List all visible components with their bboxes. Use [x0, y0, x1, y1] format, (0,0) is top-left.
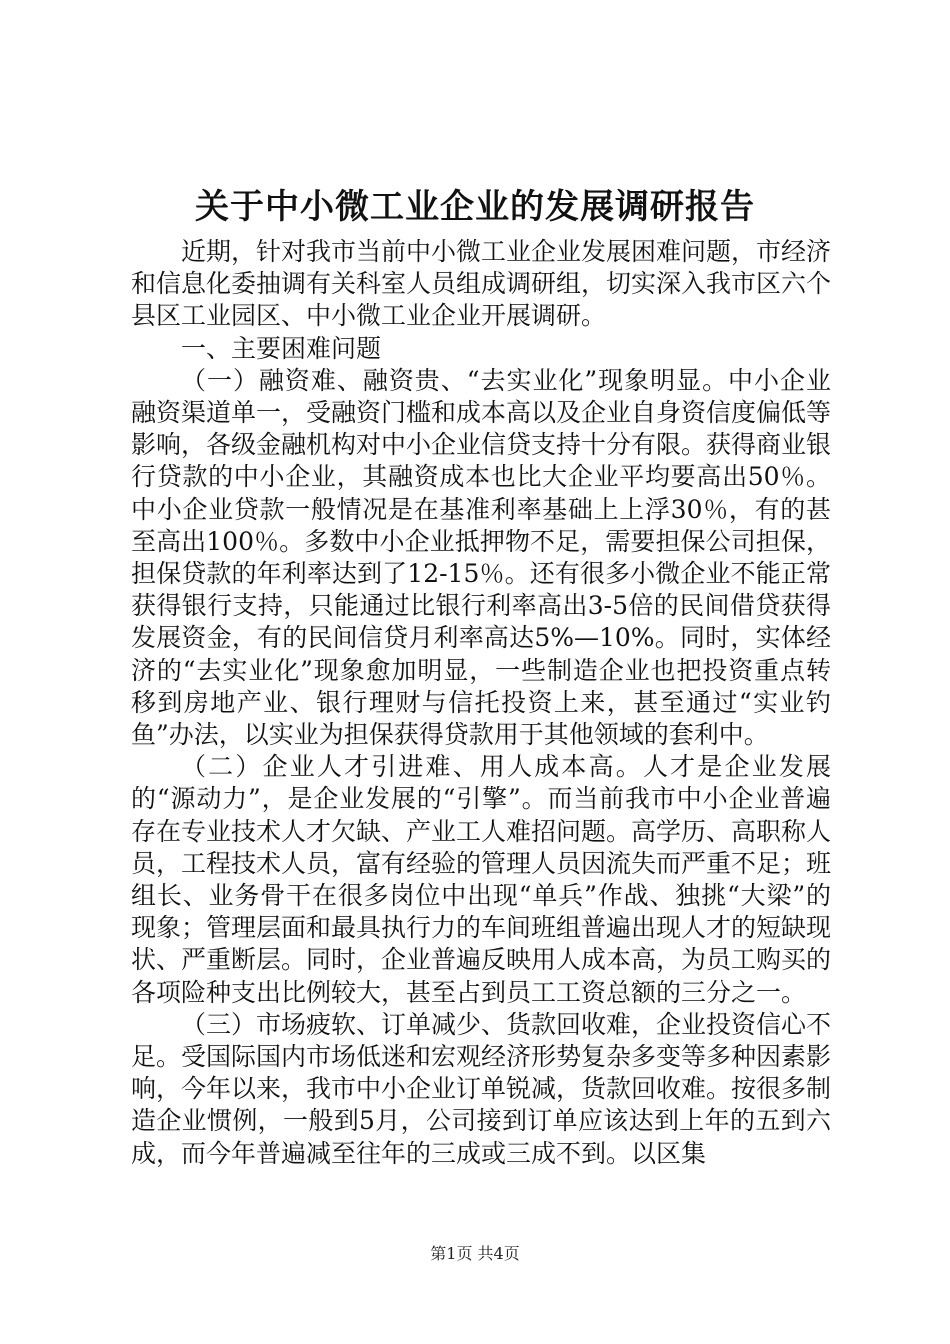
section-heading-main-problems: 一、主要困难问题	[181, 333, 382, 363]
paragraph-market: （三）市场疲软、订单减少、货款回收难，企业投资信心不足。受国际国内市场低迷和宏观经济形势复杂多变等多种因素影响，今年以来，我市中小企业订单锐减，货款回收难。按很多制造企业惯例，一般到5月，公司接到订单应该达到上年的五到六成，而今年普遍减至往年的三成或三成不到。以区集	[131, 1009, 832, 1168]
paragraph-intro: 近期，针对我市当前中小微工业企业发展困难问题，市经济和信息化委抽调有关科室人员组成调研组，切实深入我市区六个县区工业园区、中小微工业企业开展调研。	[131, 237, 832, 331]
document-title: 关于中小微工业企业的发展调研报告	[195, 187, 755, 227]
paragraph-financing: （一）融资难、融资贵、“去实业化”现象明显。中小企业融资渠道单一，受融资门槛和成本高以及企业自身资信度偏低等影响，各级金融机构对中小企业信贷支持十分有限。获得商业银行贷款的中小企业，其融资成本也比大企业平均要高出50％。中小企业贷款一般情况是在基准利率基础上上浮30％，有的甚至高出100％。多数中小企业抵押物不足，需要担保公司担保，担保贷款的年利率达到了12-15％。还有很多小微企业不能正常获得银行支持，只能通过比银行利率高出3-5倍的民间借贷获得发展资金，有的民间信贷月利率高达5%—10%。同时，实体经济的“去实业化”现象愈加明显，一些制造企业也把投资重点转移到房地产业、银行理财与信托投资上来，甚至通过“实业钓鱼”办法，以实业为担保获得贷款用于其他领域的套利中。	[131, 365, 832, 750]
document-body	[131, 236, 831, 1170]
page-footer: 第1页 共4页	[430, 1244, 520, 1263]
paragraph-talent: （二）企业人才引进难、用人成本高。人才是企业发展的“源动力”，是企业发展的“引擎”。而当前我市中小企业普遍存在专业技术人才欠缺、产业工人难招问题。高学历、高职称人员，工程技术人员，富有经验的管理人员因流失而严重不足；班组长、业务骨干在很多岗位中出现“单兵”作战、独挑“大梁”的现象；管理层面和最具执行力的车间班组普遍出现人才的短缺现状、严重断层。同时，企业普遍反映用人成本高，为员工购买的各项险种支出比例较大，甚至占到员工工资总额的三分之一。	[131, 752, 832, 1007]
